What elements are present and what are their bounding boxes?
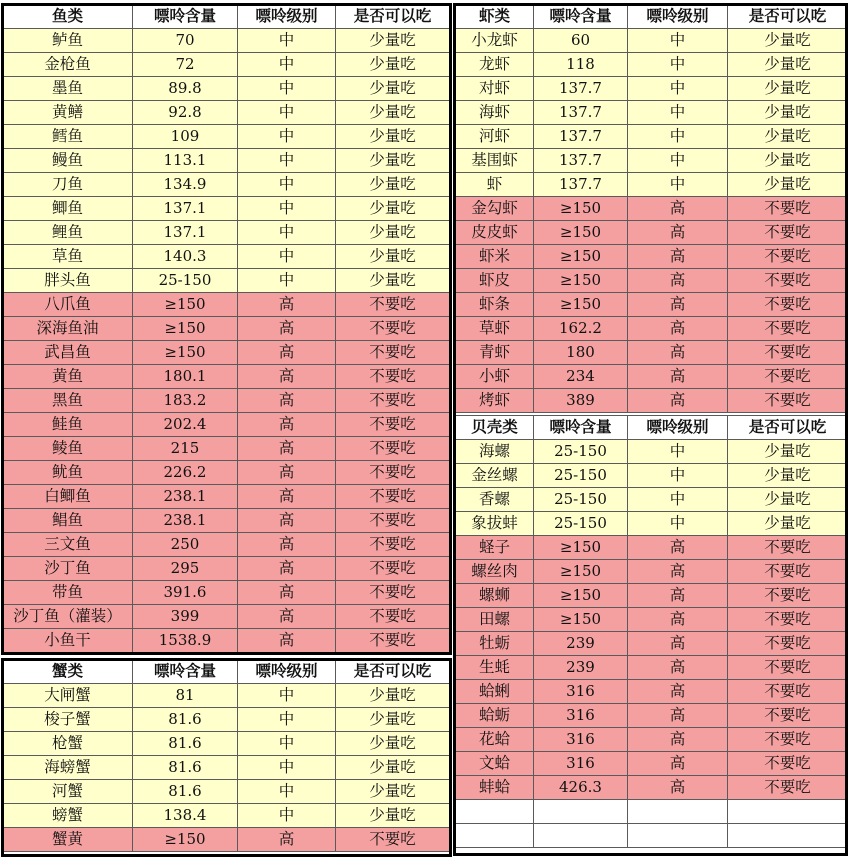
purine-value-cell: 109 (133, 125, 238, 149)
purine-level-cell: 高 (628, 704, 728, 728)
food-name-cell: 黄鱼 (3, 365, 133, 389)
purine-value-cell: ≥150 (534, 608, 628, 632)
advice-cell: 不要吃 (336, 533, 450, 557)
purine-value-cell: 137.1 (133, 197, 238, 221)
column-header: 嘌呤含量 (133, 660, 238, 684)
food-name-cell: 大闸蟹 (3, 684, 133, 708)
purine-level-cell: 中 (238, 173, 336, 197)
advice-cell: 少量吃 (728, 53, 848, 77)
advice-cell: 不要吃 (336, 557, 450, 581)
purine-level-cell: 高 (628, 197, 728, 221)
purine-value-cell: 138.4 (133, 804, 238, 828)
purine-value-cell: 25-150 (534, 488, 628, 512)
column-header: 蟹类 (3, 660, 133, 684)
food-name-cell: 烤虾 (456, 389, 534, 413)
purine-level-cell: 高 (628, 365, 728, 389)
food-name-cell: 基围虾 (456, 149, 534, 173)
purine-level-cell: 高 (238, 365, 336, 389)
advice-cell: 少量吃 (336, 221, 450, 245)
purine-value-cell: 25-150 (534, 512, 628, 536)
purine-level-cell: 中 (238, 77, 336, 101)
food-name-cell: 海螺 (456, 440, 534, 464)
food-name-cell: 螺丝肉 (456, 560, 534, 584)
purine-level-cell: 中 (238, 221, 336, 245)
column-header: 嘌呤级别 (238, 660, 336, 684)
purine-level-cell: 中 (238, 804, 336, 828)
purine-value-cell: 25-150 (534, 464, 628, 488)
advice-cell: 不要吃 (336, 581, 450, 605)
advice-cell: 不要吃 (336, 413, 450, 437)
food-name-cell: 鲳鱼 (3, 509, 133, 533)
purine-level-cell: 高 (628, 632, 728, 656)
purine-value-cell: 81.6 (133, 708, 238, 732)
advice-cell: 少量吃 (336, 173, 450, 197)
advice-cell: 不要吃 (728, 341, 848, 365)
purine-level-cell: 中 (238, 53, 336, 77)
food-name-cell: 田螺 (456, 608, 534, 632)
purine-level-cell: 高 (628, 728, 728, 752)
food-name-cell: 墨鱼 (3, 77, 133, 101)
purine-value-cell: 391.6 (133, 581, 238, 605)
purine-value-cell: 399 (133, 605, 238, 629)
column-header: 嘌呤含量 (133, 5, 238, 29)
purine-level-cell: 高 (628, 560, 728, 584)
food-name-cell: 对虾 (456, 77, 534, 101)
food-name-cell: 金枪鱼 (3, 53, 133, 77)
food-name-cell: 鲮鱼 (3, 437, 133, 461)
advice-cell: 少量吃 (336, 197, 450, 221)
advice-cell: 不要吃 (336, 293, 450, 317)
advice-cell: 不要吃 (728, 752, 848, 776)
purine-value-cell: 25-150 (534, 440, 628, 464)
purine-level-cell: 中 (238, 149, 336, 173)
food-name-cell: 蛏子 (456, 536, 534, 560)
purine-value-cell: 239 (534, 632, 628, 656)
food-name-cell: 河虾 (456, 125, 534, 149)
purine-level-cell: 高 (238, 341, 336, 365)
advice-cell: 少量吃 (728, 149, 848, 173)
purine-value-cell: ≥150 (534, 584, 628, 608)
purine-value-cell: 389 (534, 389, 628, 413)
advice-cell: 不要吃 (728, 584, 848, 608)
purine-value-cell: ≥150 (534, 293, 628, 317)
advice-cell: 少量吃 (728, 77, 848, 101)
purine-value-cell: 81.6 (133, 732, 238, 756)
purine-level-cell: 高 (628, 245, 728, 269)
purine-level-cell: 中 (628, 29, 728, 53)
advice-cell: 不要吃 (728, 365, 848, 389)
purine-value-cell: 202.4 (133, 413, 238, 437)
purine-value-cell: ≥150 (534, 197, 628, 221)
purine-value-cell: 180 (534, 341, 628, 365)
column-header: 嘌呤含量 (534, 5, 628, 29)
purine-value-cell: 316 (534, 728, 628, 752)
purine-level-cell: 高 (628, 536, 728, 560)
purine-value-cell: 113.1 (133, 149, 238, 173)
purine-level-cell: 中 (238, 197, 336, 221)
purine-level-cell: 中 (238, 780, 336, 804)
advice-cell: 少量吃 (336, 101, 450, 125)
advice-cell: 不要吃 (728, 197, 848, 221)
shrimp-section-frame (453, 3, 848, 856)
advice-cell: 不要吃 (336, 341, 450, 365)
purine-value-cell: 316 (534, 680, 628, 704)
advice-cell: 不要吃 (728, 728, 848, 752)
purine-level-cell: 高 (238, 828, 336, 852)
advice-cell: 少量吃 (728, 464, 848, 488)
food-name-cell: 鱿鱼 (3, 461, 133, 485)
purine-value-cell: 137.7 (534, 149, 628, 173)
food-name-cell: 鳕鱼 (3, 125, 133, 149)
purine-value-cell: 89.8 (133, 77, 238, 101)
purine-level-cell: 中 (238, 29, 336, 53)
purine-level-cell: 高 (238, 437, 336, 461)
food-name-cell: 金丝螺 (456, 464, 534, 488)
purine-value-cell: 81.6 (133, 780, 238, 804)
food-name-cell: 鲤鱼 (3, 221, 133, 245)
food-name-cell: 带鱼 (3, 581, 133, 605)
advice-cell: 不要吃 (728, 389, 848, 413)
purine-level-cell: 高 (628, 317, 728, 341)
food-name-cell: 蛤蛎 (456, 704, 534, 728)
advice-cell: 不要吃 (728, 656, 848, 680)
purine-value-cell: 426.3 (534, 776, 628, 800)
purine-level-cell: 中 (238, 125, 336, 149)
purine-level-cell: 高 (628, 389, 728, 413)
food-name-cell: 海螃蟹 (3, 756, 133, 780)
advice-cell: 少量吃 (336, 29, 450, 53)
advice-cell: 不要吃 (336, 828, 450, 852)
purine-value-cell: 60 (534, 29, 628, 53)
food-name-cell: 小虾 (456, 365, 534, 389)
advice-cell: 不要吃 (728, 704, 848, 728)
food-name-cell: 小鱼干 (3, 629, 133, 653)
advice-cell: 不要吃 (336, 461, 450, 485)
advice-cell: 少量吃 (336, 804, 450, 828)
food-name-cell: 虾条 (456, 293, 534, 317)
food-name-cell: 小龙虾 (456, 29, 534, 53)
advice-cell: 不要吃 (728, 221, 848, 245)
purine-value-cell: ≥150 (534, 269, 628, 293)
purine-level-cell: 高 (238, 557, 336, 581)
purine-value-cell: 238.1 (133, 509, 238, 533)
purine-value-cell: 72 (133, 53, 238, 77)
advice-cell: 不要吃 (336, 389, 450, 413)
advice-cell: 不要吃 (728, 245, 848, 269)
purine-level-cell: 中 (238, 245, 336, 269)
column-header: 鱼类 (3, 5, 133, 29)
advice-cell: 少量吃 (336, 756, 450, 780)
purine-value-cell: 81 (133, 684, 238, 708)
purine-level-cell: 中 (628, 464, 728, 488)
purine-level-cell: 高 (628, 776, 728, 800)
advice-cell: 不要吃 (728, 269, 848, 293)
food-name-cell: 皮皮虾 (456, 221, 534, 245)
purine-value-cell: 70 (133, 29, 238, 53)
column-header: 嘌呤含量 (534, 416, 628, 440)
food-name-cell: 武昌鱼 (3, 341, 133, 365)
advice-cell: 不要吃 (336, 629, 450, 653)
purine-value-cell: ≥150 (534, 536, 628, 560)
advice-cell: 少量吃 (728, 173, 848, 197)
food-name-cell: 海虾 (456, 101, 534, 125)
column-header: 嘌呤级别 (238, 5, 336, 29)
purine-level-cell: 高 (628, 608, 728, 632)
purine-level-cell: 高 (628, 293, 728, 317)
purine-level-cell: 高 (628, 341, 728, 365)
column-header: 虾类 (456, 5, 534, 29)
purine-level-cell: 高 (628, 680, 728, 704)
purine-level-cell: 中 (628, 101, 728, 125)
food-name-cell: 深海鱼油 (3, 317, 133, 341)
food-name-cell: 虾皮 (456, 269, 534, 293)
purine-level-cell: 高 (238, 509, 336, 533)
purine-level-cell: 高 (628, 221, 728, 245)
purine-value-cell: 316 (534, 704, 628, 728)
advice-cell: 少量吃 (336, 269, 450, 293)
fish-section-frame (1, 3, 452, 655)
purine-value-cell: 137.1 (133, 221, 238, 245)
food-name-cell: 金勾虾 (456, 197, 534, 221)
column-header: 是否可以吃 (728, 416, 848, 440)
advice-cell: 不要吃 (728, 317, 848, 341)
purine-value-cell: 226.2 (133, 461, 238, 485)
advice-cell: 不要吃 (728, 776, 848, 800)
purine-value-cell: 25-150 (133, 269, 238, 293)
food-name-cell: 胖头鱼 (3, 269, 133, 293)
purine-value-cell: ≥150 (534, 560, 628, 584)
food-name-cell: 蟹黄 (3, 828, 133, 852)
advice-cell: 不要吃 (336, 317, 450, 341)
advice-cell: 不要吃 (728, 560, 848, 584)
column-header: 嘌呤级别 (628, 416, 728, 440)
column-header: 是否可以吃 (728, 5, 848, 29)
advice-cell: 不要吃 (728, 536, 848, 560)
advice-cell: 少量吃 (336, 125, 450, 149)
food-name-cell: 沙丁鱼 (3, 557, 133, 581)
purine-value-cell: ≥150 (534, 221, 628, 245)
food-name-cell: 螺蛳 (456, 584, 534, 608)
purine-value-cell: 137.7 (534, 173, 628, 197)
purine-level-cell: 中 (628, 77, 728, 101)
food-name-cell: 香螺 (456, 488, 534, 512)
food-name-cell: 白鲫鱼 (3, 485, 133, 509)
purine-value-cell: 180.1 (133, 365, 238, 389)
column-header: 是否可以吃 (336, 660, 450, 684)
purine-level-cell: 高 (238, 533, 336, 557)
purine-level-cell: 中 (238, 708, 336, 732)
food-name-cell: 梭子蟹 (3, 708, 133, 732)
purine-value-cell: 234 (534, 365, 628, 389)
purine-level-cell: 高 (628, 752, 728, 776)
purine-level-cell: 中 (238, 684, 336, 708)
purine-level-cell: 高 (238, 461, 336, 485)
advice-cell: 不要吃 (728, 632, 848, 656)
advice-cell: 少量吃 (728, 29, 848, 53)
purine-level-cell: 高 (238, 581, 336, 605)
advice-cell: 不要吃 (728, 293, 848, 317)
food-name-cell: 文蛤 (456, 752, 534, 776)
purine-value-cell: 137.7 (534, 77, 628, 101)
food-name-cell: 牡蛎 (456, 632, 534, 656)
food-name-cell: 鲈鱼 (3, 29, 133, 53)
purine-level-cell: 中 (628, 125, 728, 149)
food-name-cell: 黑鱼 (3, 389, 133, 413)
purine-value-cell: 137.7 (534, 125, 628, 149)
food-name-cell: 虾 (456, 173, 534, 197)
advice-cell: 少量吃 (336, 77, 450, 101)
advice-cell: 少量吃 (728, 512, 848, 536)
purine-value-cell: 92.8 (133, 101, 238, 125)
advice-cell: 少量吃 (728, 488, 848, 512)
food-name-cell: 螃蟹 (3, 804, 133, 828)
food-name-cell: 蚌蛤 (456, 776, 534, 800)
purine-level-cell: 中 (628, 149, 728, 173)
purine-value-cell: 215 (133, 437, 238, 461)
advice-cell: 不要吃 (336, 605, 450, 629)
food-name-cell: 龙虾 (456, 53, 534, 77)
purine-value-cell: 295 (133, 557, 238, 581)
purine-value-cell: ≥150 (133, 317, 238, 341)
purine-level-cell: 高 (238, 317, 336, 341)
advice-cell: 不要吃 (336, 437, 450, 461)
advice-cell: 不要吃 (728, 680, 848, 704)
food-name-cell: 黄鳝 (3, 101, 133, 125)
crab-section-frame (1, 658, 452, 857)
food-name-cell: 沙丁鱼（灌装） (3, 605, 133, 629)
food-name-cell: 青虾 (456, 341, 534, 365)
purine-value-cell: 134.9 (133, 173, 238, 197)
food-name-cell: 生蚝 (456, 656, 534, 680)
purine-value-cell: 183.2 (133, 389, 238, 413)
advice-cell: 不要吃 (728, 608, 848, 632)
food-name-cell: 枪蟹 (3, 732, 133, 756)
purine-level-cell: 中 (238, 732, 336, 756)
purine-value-cell: 250 (133, 533, 238, 557)
purine-value-cell: 238.1 (133, 485, 238, 509)
purine-level-cell: 高 (238, 485, 336, 509)
advice-cell: 少量吃 (336, 53, 450, 77)
advice-cell: 少量吃 (336, 732, 450, 756)
advice-cell: 少量吃 (336, 708, 450, 732)
advice-cell: 少量吃 (728, 101, 848, 125)
purine-level-cell: 高 (238, 605, 336, 629)
food-name-cell: 鳗鱼 (3, 149, 133, 173)
column-header: 嘌呤级别 (628, 5, 728, 29)
advice-cell: 少量吃 (336, 149, 450, 173)
purine-level-cell: 中 (238, 101, 336, 125)
advice-cell: 少量吃 (336, 780, 450, 804)
purine-level-cell: 中 (628, 512, 728, 536)
purine-level-cell: 高 (628, 656, 728, 680)
food-name-cell: 虾米 (456, 245, 534, 269)
purine-level-cell: 中 (628, 173, 728, 197)
advice-cell: 少量吃 (336, 684, 450, 708)
food-name-cell: 草鱼 (3, 245, 133, 269)
purine-value-cell: 162.2 (534, 317, 628, 341)
advice-cell: 少量吃 (728, 125, 848, 149)
food-name-cell: 象拔蚌 (456, 512, 534, 536)
food-name-cell: 鲑鱼 (3, 413, 133, 437)
purine-value-cell: ≥150 (133, 293, 238, 317)
purine-level-cell: 中 (238, 269, 336, 293)
purine-value-cell: 239 (534, 656, 628, 680)
purine-level-cell: 高 (238, 389, 336, 413)
purine-level-cell: 中 (628, 488, 728, 512)
advice-cell: 不要吃 (336, 485, 450, 509)
food-name-cell: 三文鱼 (3, 533, 133, 557)
advice-cell: 少量吃 (336, 245, 450, 269)
purine-level-cell: 高 (238, 293, 336, 317)
purine-value-cell: 137.7 (534, 101, 628, 125)
purine-value-cell: 1538.9 (133, 629, 238, 653)
food-name-cell: 蛤蜊 (456, 680, 534, 704)
purine-level-cell: 高 (238, 413, 336, 437)
purine-value-cell: ≥150 (133, 828, 238, 852)
purine-value-cell: ≥150 (133, 341, 238, 365)
advice-cell: 不要吃 (336, 365, 450, 389)
food-name-cell: 河蟹 (3, 780, 133, 804)
food-name-cell: 鲫鱼 (3, 197, 133, 221)
food-name-cell: 八爪鱼 (3, 293, 133, 317)
purine-level-cell: 高 (628, 584, 728, 608)
purine-value-cell: 81.6 (133, 756, 238, 780)
advice-cell: 不要吃 (336, 509, 450, 533)
purine-level-cell: 中 (628, 53, 728, 77)
purine-level-cell: 中 (628, 440, 728, 464)
purine-level-cell: 中 (238, 756, 336, 780)
purine-value-cell: 118 (534, 53, 628, 77)
purine-level-cell: 高 (238, 629, 336, 653)
purine-value-cell: 316 (534, 752, 628, 776)
food-name-cell: 草虾 (456, 317, 534, 341)
purine-value-cell: ≥150 (534, 245, 628, 269)
advice-cell: 少量吃 (728, 440, 848, 464)
column-header: 是否可以吃 (336, 5, 450, 29)
purine-level-cell: 高 (628, 269, 728, 293)
column-header: 贝壳类 (456, 416, 534, 440)
food-name-cell: 花蛤 (456, 728, 534, 752)
food-name-cell: 刀鱼 (3, 173, 133, 197)
purine-value-cell: 140.3 (133, 245, 238, 269)
